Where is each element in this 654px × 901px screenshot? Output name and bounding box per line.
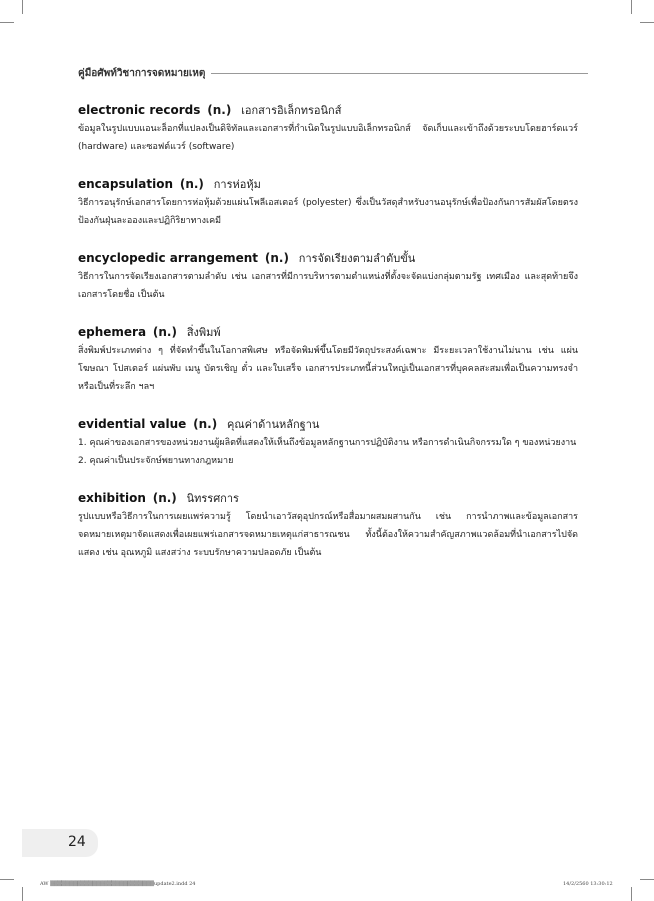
entry-heading (78, 175, 578, 194)
crop-mark-top-right-h (640, 22, 654, 23)
entry-thai-term: สิ่งพิมพ์ (186, 326, 221, 339)
crop-mark-bottom-left-h (0, 879, 14, 880)
glossary-entry (78, 249, 578, 304)
entry-term: evidential value (78, 417, 187, 431)
entry-term: electronic records (78, 103, 201, 117)
print-slug-filename: AW ▒▒▒▒▒▒▒▒▒▒▒▒▒▒▒▒▒▒▒▒▒▒▒▒▒▒▒update2.indd 24 (40, 881, 196, 887)
entry-term: encyclopedic arrangement (78, 251, 259, 265)
entry-thai-term: นิทรรศการ (186, 492, 239, 505)
entry-part-of-speech: (n.) (264, 251, 289, 265)
glossary-content (78, 101, 578, 581)
crop-mark-top-right-v (631, 0, 632, 14)
entry-definition: ข้อมูลในรูปแบบแอนะล็อกที่แปลงเป็นดิจิทัลและเอกสารที่กำเนิดในรูปแบบอิเล็กทรอนิกส์ จัดเก็บและเข้าถึงด้วยระบบโดยฮาร์ดแวร์ (hardware) และซอฟต์แวร์ (software) (78, 124, 578, 152)
page-number-tab (22, 829, 98, 857)
entry-part-of-speech: (n.) (193, 417, 218, 431)
entry-thai-term: เอกสารอิเล็กทรอนิกส์ (241, 104, 342, 117)
entry-heading (78, 323, 578, 342)
entry-thai-term: คุณค่าด้านหลักฐาน (227, 418, 320, 431)
entry-term: ephemera (78, 325, 147, 339)
crop-mark-top-left-v (22, 0, 23, 14)
running-header (78, 66, 588, 80)
entry-thai-term: การห่อหุ้ม (213, 178, 261, 191)
entry-heading (78, 489, 578, 508)
entry-thai-term: การจัดเรียงตามลำดับขั้น (298, 252, 416, 265)
page-number: 24 (68, 834, 86, 850)
definition-item: 2. คุณค่าเป็นประจักษ์พยานทางกฎหมาย (78, 456, 234, 466)
entry-part-of-speech: (n.) (207, 103, 232, 117)
entry-term: encapsulation (78, 177, 174, 191)
crop-mark-top-left-h (0, 22, 14, 23)
glossary-entry (78, 323, 578, 396)
entry-definition: รูปแบบหรือวิธีการในการเผยแพร่ความรู้ โดยนำเอาวัสดุอุปกรณ์หรือสื่อมาผสมผสานกัน เช่น การนำภาพและข้อมูลเอกสารจดหมายเหตุมาจัดแสดงเพื่อเผยแพร่เอกสารจดหมายเหตุแก่สาธารณชน ทั้งนี้ต้องให้ความสำคัญสภาพแวดล้อมที่นำเอกสารไปจัดแสดง เช่น อุณหภูมิ แสงสว่าง ระบบรักษาความปลอดภัย เป็นต้น (78, 512, 578, 558)
entry-heading (78, 249, 578, 268)
definition-item: 1. คุณค่าของเอกสารของหน่วยงานผู้ผลิตที่แสดงให้เห็นถึงข้อมูลหลักฐานการปฏิบัติงาน หรือการดำเนินกิจกรรมใด ๆ ของหน่วยงาน (78, 438, 577, 448)
glossary-entry (78, 489, 578, 562)
entry-heading (78, 415, 578, 434)
entry-definition: สิ่งพิมพ์ประเภทต่าง ๆ ที่จัดทำขึ้นในโอกาสพิเศษ หรือจัดพิมพ์ขึ้นโดยมีวัตถุประสงค์เฉพาะ มีระยะเวลาใช้งานไม่นาน เช่น แผ่นโฆษณา โปสเตอร์ แผ่นพับ เมนู บัตรเชิญ ตั๋ว และใบเสร็จ เอกสารประเภทนี้ส่วนใหญ่เป็นเอกสารที่บุคคลสะสมเพื่อเป็นความทรงจำหรือเป็นที่ระลึก ฯลฯ (78, 346, 578, 392)
glossary-entry (78, 415, 578, 470)
print-slug-timestamp: 14/2/2560 13:30:12 (563, 881, 613, 887)
entry-term: exhibition (78, 491, 146, 505)
entry-heading (78, 101, 578, 120)
entry-definition: วิธีการในการจัดเรียงเอกสารตามลำดับ เช่น เอกสารที่มีการบริหารตามตำแหน่งที่ตั้งจะจัดแบ่งกลุ่มตามรัฐ เทศเมือง และสุดท้ายจึงเอกสารโดยชื่อ เป็นต้น (78, 272, 578, 300)
entry-part-of-speech: (n.) (152, 491, 177, 505)
crop-mark-bottom-right-v (631, 887, 632, 901)
crop-mark-bottom-right-h (640, 879, 654, 880)
crop-mark-bottom-left-v (22, 887, 23, 901)
entry-definition: วิธีการอนุรักษ์เอกสารโดยการห่อหุ้มด้วยแผ่นโพลีเอสเตอร์ (polyester) ซึ่งเป็นวัสดุสำหรับงานอนุรักษ์เพื่อป้องกันการสัมผัสโดยตรง ป้องกันฝุ่นละอองและปฏิกิริยาทางเคมี (78, 198, 578, 226)
entry-definition-list (78, 434, 578, 470)
header-rule (211, 73, 588, 74)
entry-part-of-speech: (n.) (179, 177, 204, 191)
header-title: คู่มือศัพท์วิชาการจดหมายเหตุ (78, 67, 206, 79)
glossary-entry (78, 175, 578, 230)
glossary-entry (78, 101, 578, 156)
entry-part-of-speech: (n.) (152, 325, 177, 339)
